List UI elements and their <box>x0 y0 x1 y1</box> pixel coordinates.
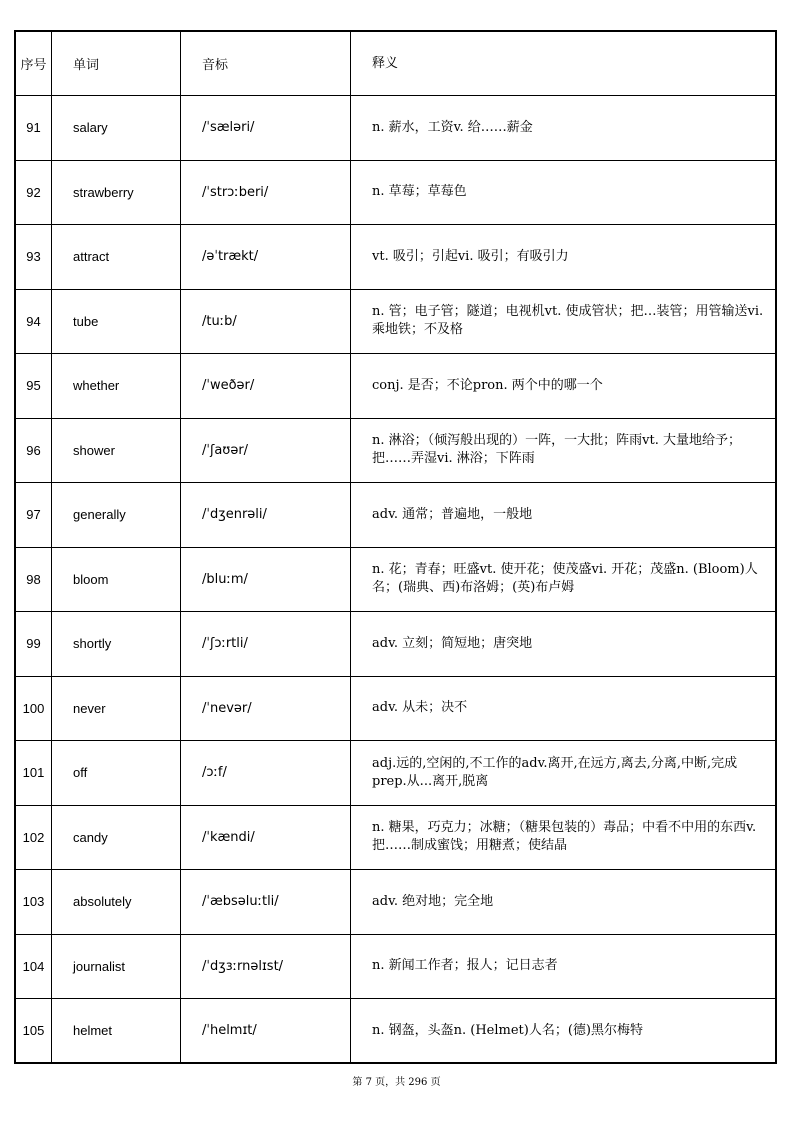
row-definition: adv. 通常；普遍地，一般地 <box>351 483 777 548</box>
table-row <box>15 160 776 225</box>
row-index: 93 <box>15 225 52 290</box>
row-index: 91 <box>15 96 52 161</box>
row-phonetic: /ˈʃaʊər/ <box>181 418 351 483</box>
row-index: 105 <box>15 999 52 1064</box>
row-definition: adv. 绝对地；完全地 <box>351 870 777 935</box>
table-row <box>15 805 776 870</box>
row-definition: n. 糖果，巧克力；冰糖；（糖果包装的）毒品；中看不中用的东西v. 把……制成蜜饯；用糖煮；使结晶 <box>351 805 777 870</box>
row-definition: n. 草莓；草莓色 <box>351 160 777 225</box>
row-definition: vt. 吸引；引起vi. 吸引；有吸引力 <box>351 225 777 290</box>
row-definition: conj. 是否；不论pron. 两个中的哪一个 <box>351 354 777 419</box>
row-definition: adv. 从未；决不 <box>351 676 777 741</box>
row-word: whether <box>52 354 181 419</box>
row-word: tube <box>52 289 181 354</box>
table-row <box>15 547 776 612</box>
row-phonetic: /ˈstrɔːberi/ <box>181 160 351 225</box>
header-phonetic: 音标 <box>181 31 351 96</box>
row-word: off <box>52 741 181 806</box>
row-index: 92 <box>15 160 52 225</box>
row-definition: n. 淋浴；（倾泻般出现的）一阵，一大批；阵雨vt. 大量地给予；把……弄湿vi. 淋浴；下阵雨 <box>351 418 777 483</box>
row-word: bloom <box>52 547 181 612</box>
row-phonetic: /ˈhelmɪt/ <box>181 999 351 1064</box>
table-row <box>15 934 776 999</box>
row-word: absolutely <box>52 870 181 935</box>
table-row <box>15 999 776 1064</box>
row-word: journalist <box>52 934 181 999</box>
row-phonetic: /bluːm/ <box>181 547 351 612</box>
row-phonetic: /ˈkændi/ <box>181 805 351 870</box>
row-index: 96 <box>15 418 52 483</box>
row-phonetic: /ˈweðər/ <box>181 354 351 419</box>
row-index: 94 <box>15 289 52 354</box>
table-row <box>15 741 776 806</box>
table-row <box>15 676 776 741</box>
row-phonetic: /ˈæbsəluːtli/ <box>181 870 351 935</box>
header-definition: 释义 <box>351 31 777 96</box>
table-row <box>15 612 776 677</box>
row-definition: adv. 立刻；简短地；唐突地 <box>351 612 777 677</box>
vocabulary-table <box>14 30 777 1064</box>
row-phonetic: /ˈsæləri/ <box>181 96 351 161</box>
table-header-row <box>15 31 776 96</box>
row-word: attract <box>52 225 181 290</box>
row-definition: n. 新闻工作者；报人；记日志者 <box>351 934 777 999</box>
table-row <box>15 289 776 354</box>
row-word: never <box>52 676 181 741</box>
table-row <box>15 96 776 161</box>
row-word: candy <box>52 805 181 870</box>
row-definition: adj.远的,空闲的,不工作的adv.离开,在远方,离去,分离,中断,完成 prep.从...离开,脱离 <box>351 741 777 806</box>
table-row <box>15 483 776 548</box>
row-definition: n. 钢盔，头盔n. (Helmet)人名；(德)黑尔梅特 <box>351 999 777 1064</box>
row-phonetic: /ɔːf/ <box>181 741 351 806</box>
row-index: 103 <box>15 870 52 935</box>
row-phonetic: /ˈdʒɜːrnəlɪst/ <box>181 934 351 999</box>
row-word: salary <box>52 96 181 161</box>
row-word: shortly <box>52 612 181 677</box>
table-row <box>15 354 776 419</box>
row-index: 97 <box>15 483 52 548</box>
row-phonetic: /tuːb/ <box>181 289 351 354</box>
row-word: shower <box>52 418 181 483</box>
table-row <box>15 225 776 290</box>
row-phonetic: /ˈdʒenrəli/ <box>181 483 351 548</box>
row-phonetic: /əˈtrækt/ <box>181 225 351 290</box>
row-index: 104 <box>15 934 52 999</box>
row-definition: n. 薪水，工资v. 给……薪金 <box>351 96 777 161</box>
header-word: 单词 <box>52 31 181 96</box>
row-word: generally <box>52 483 181 548</box>
row-phonetic: /ˈnevər/ <box>181 676 351 741</box>
table-row <box>15 418 776 483</box>
row-word: strawberry <box>52 160 181 225</box>
page-footer: 第 7 页，共 296 页 <box>352 1077 441 1088</box>
row-index: 98 <box>15 547 52 612</box>
row-index: 95 <box>15 354 52 419</box>
row-index: 100 <box>15 676 52 741</box>
row-index: 99 <box>15 612 52 677</box>
row-index: 102 <box>15 805 52 870</box>
row-phonetic: /ˈʃɔːrtli/ <box>181 612 351 677</box>
row-index: 101 <box>15 741 52 806</box>
row-definition: n. 管；电子管；隧道；电视机vt. 使成管状；把…装管；用管输送vi. 乘地铁；不及格 <box>351 289 777 354</box>
row-word: helmet <box>52 999 181 1064</box>
header-index: 序号 <box>15 31 52 96</box>
table-row <box>15 870 776 935</box>
row-definition: n. 花；青春；旺盛vt. 使开花；使茂盛vi. 开花；茂盛n. (Bloom)人名；(瑞典、西)布洛姆；(英)布卢姆 <box>351 547 777 612</box>
